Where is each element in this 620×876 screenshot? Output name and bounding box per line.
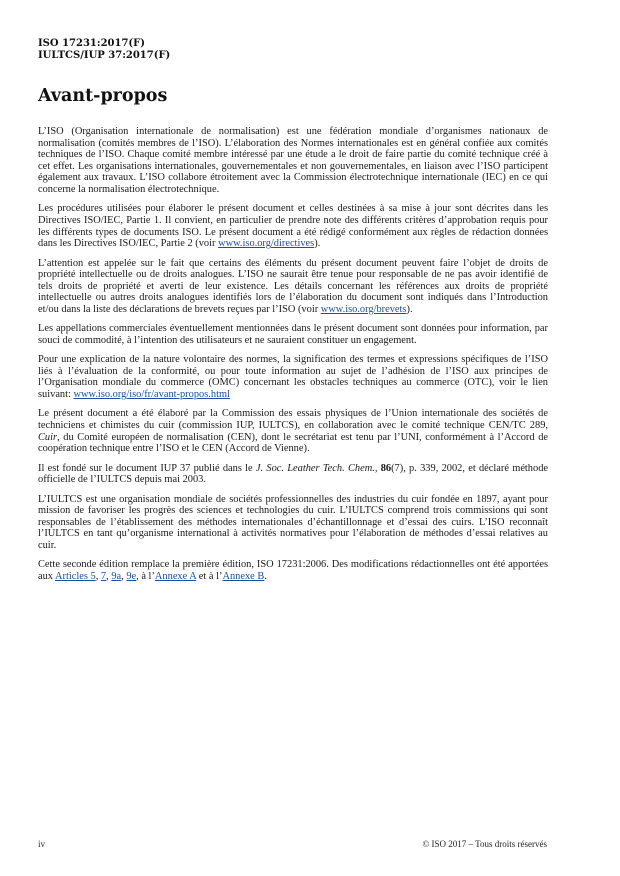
paragraph-procedures — [38, 203, 548, 249]
paragraph-iultcs: L’IULTCS est une organisation mondiale de sociétés professionnelles des industries du cuir fondée en 1897, ayant pour mission de favoriser les progrès des sciences et technologies du cuir. L’IULTCS comprend trois commissions qui sont responsables de l’établissement des méthodes internationales d’échantillonnage et d’essai des cuirs. L’ISO reconnaît l’IULTCS en tant qu’organisme international à activités normatives pour l’élaboration de méthodes d’essai relatives au cuir. — [38, 493, 548, 551]
committee-name-italic: Cuir — [38, 431, 58, 443]
annexe-a-link[interactable]: Annexe A — [154, 570, 197, 582]
paragraph-voluntary-nature — [38, 354, 548, 400]
paragraph-tail: (7), p. 339, 2002, et déclaré méthode officielle de l’IULTCS depuis mai 2003. — [38, 462, 549, 486]
paragraph-tail: , du Comité européen de normalisation (CEN), dont le secrétariat est tenu par l’UNI, conformément à l’Accord de coopération technique entre l’ISO et le CEN (Accord de Vienne). — [38, 431, 548, 455]
paragraph-source: Il est fondé sur le document IUP 37 publié dans le J. Soc. Leather Tech. Chem., 86(7), p. 339, 2002, et déclaré méthode officielle de l’IULTCS depuis mai 2003. — [38, 462, 549, 486]
article-9e-link[interactable]: 9e — [126, 570, 137, 582]
paragraph-text: Le présent document a été élaboré par la Commission des essais physiques de l’Union internationale des sociétés de techniciens et chimistes du cuir (commission IUP, IULTCS), en collaboration avec le comité technique CEN/TC 289, — [38, 408, 548, 432]
paragraph-tail: ). — [314, 238, 321, 250]
paragraph-text: L’attention est appelée sur le fait que certains des éléments du présent document peuvent faire l’objet de droits de propriété intellectuelle ou de droits analogues. L’ISO ne saurait être tenue pour responsable de ne pas avoir identifié de tels droits de propriété et averti de leur existence. Les détails concernant les références aux droits de propriété intellectuelle ou autres droits analogues identifiés lors de l’élaboration du document sont indiqués dans l’Introduction et/ou dans la liste des déclarations de brevets reçues par l’ISO (voir — [38, 257, 548, 315]
articles-5-link[interactable]: Articles 5 — [55, 570, 96, 582]
article-9a-link[interactable]: 9a — [111, 570, 122, 582]
copyright-notice: © ISO 2017 – Tous droits réservés — [422, 839, 547, 849]
paragraph-text: Pour une explication de la nature volontaire des normes, la signification des termes et expressions spécifiques de l’ISO liés à l’évaluation de la conformité, ou pour toute information au sujet de l’adhésion de l’ISO aux principes de l’Organisation mondiale du commerce (OMC) concernant les obstacles techniques au commerce (OTC), voir le lien suivant: — [38, 354, 548, 401]
paragraph-patents — [38, 258, 548, 316]
paragraph-trade-names: Les appellations commerciales éventuellement mentionnées dans le présent document sont données pour information, par souci de commodité, à l’intention des utilisateurs et ne sauraient constituer un engagement. — [38, 323, 548, 346]
standard-number: ISO 17231:2017(F) — [38, 38, 145, 49]
iultcs-number: IULTCS/IUP 37:2017(F) — [38, 50, 171, 61]
page-number: iv — [38, 839, 46, 849]
directives-link[interactable]: www.iso.org/directives — [218, 238, 315, 250]
paragraph-committee — [38, 408, 548, 454]
paragraph-iso-intro: L’ISO (Organisation internationale de normalisation) est une fédération mondiale d’organismes nationaux de normalisation (comités membres de l’ISO). L’élaboration des Normes internationales est en général confiée aux comités techniques de l’ISO. Chaque comité membre intéressé par une étude a le droit de faire partie du comité technique créé à cet effet. Les organisations internationales, gouvernementales et non gouvernementales, en liaison avec l’ISO participent également aux travaux. L’ISO collabore étroitement avec la Commission électrotechnique internationale (IEC) en ce qui concerne la normalisation électrotechnique. — [38, 126, 548, 195]
annexe-b-link[interactable]: Annexe B — [222, 570, 265, 582]
page-title: Avant-propos — [38, 86, 168, 106]
document-body — [38, 126, 548, 590]
paragraph-edition: Cette seconde édition remplace la première édition, ISO 17231:2006. Des modifications rédactionnelles ont été apportées aux Articles 5, 7, 9a, 9e, à l’Annexe A et à l’Annexe B. — [38, 559, 548, 582]
patents-link[interactable]: www.iso.org/brevets — [320, 303, 407, 315]
article-7-link[interactable]: 7 — [100, 570, 107, 582]
paragraph-tail: ). — [406, 303, 413, 315]
document-header — [38, 38, 170, 62]
paragraph-text: Cette seconde édition remplace la première édition, ISO 17231:2006. Des modifications rédactionnelles ont été apportées aux — [38, 559, 548, 582]
paragraph-text: Il est fondé sur le document IUP 37 publié dans le — [38, 462, 256, 474]
foreword-link[interactable]: www.iso.org/iso/fr/avant-propos.html — [73, 389, 230, 401]
journal-name: J. Soc. Leather Tech. Chem. — [255, 462, 375, 474]
paragraph-text: Les procédures utilisées pour élaborer le présent document et celles destinées à sa mise à jour sont décrites dans les Directives ISO/IEC, Partie 1. Il convient, en particulier de prendre note des différents critères d’approbation requis pour les différents types de documents ISO. Le présent document a été rédigé conformément aux règles de rédaction données dans les Directives ISO/IEC, Partie 2 (voir — [38, 203, 548, 250]
journal-volume: 86 — [380, 462, 392, 474]
